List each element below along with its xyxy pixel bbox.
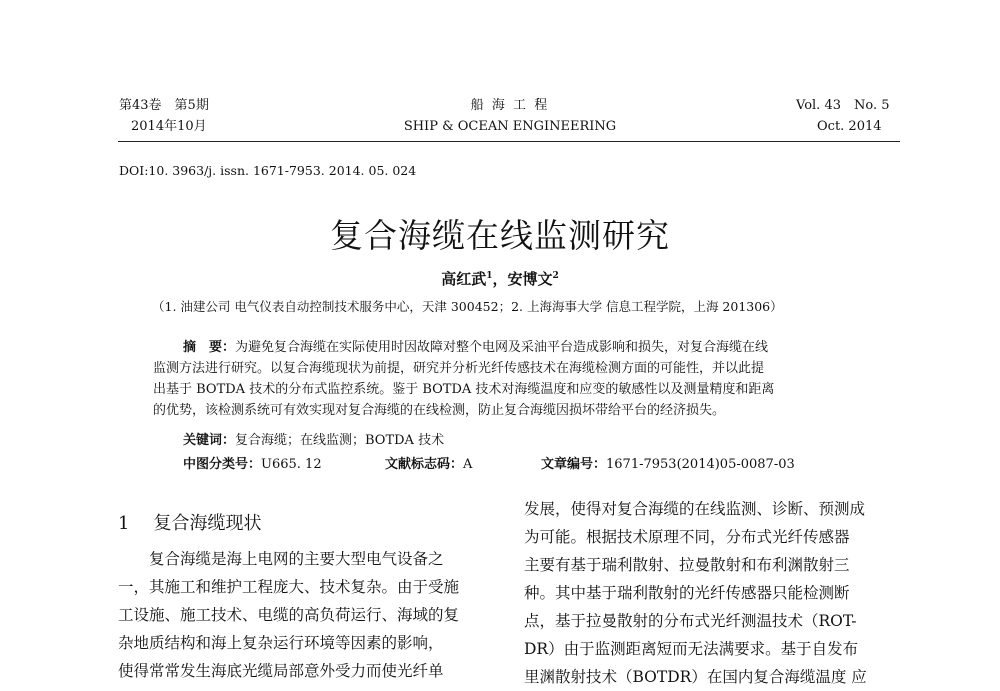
right-line: 点，基于拉曼散射的分布式光纤测温技术（ROT- (524, 612, 857, 630)
author-1-affil-mark: 1 (486, 271, 493, 281)
journal-name-cn: 船 海 工 程 (470, 98, 550, 113)
author-separator: ， (492, 270, 508, 288)
abstract-line-2: 监测方法进行研究。以复合海缆现状为前提，研究并分析光纤传感技术在海缆检测方面的可能性，并以此提 (153, 361, 765, 376)
article-number-value: 1671-7953(2014)05-0087-03 (606, 457, 795, 472)
section-1-title: 复合海缆现状 (153, 513, 262, 534)
clc-label: 中图分类号： (183, 457, 262, 472)
doc-code-value: A (463, 457, 473, 472)
left-line: 杂地质结构和海上复杂运行环境等因素的影响， (118, 634, 444, 652)
right-line: 主要有基于瑞利散射、拉曼散射和布利渊散射三 (524, 556, 850, 574)
left-line: 一，其施工和维护工程庞大、技术复杂。由于受施 (118, 578, 460, 596)
authors (350, 268, 650, 289)
abstract-line-4: 的优势，该检测系统可有效实现对复合海缆的在线检测，防止复合海缆因损坏带给平台的经济损失。 (153, 403, 726, 418)
article-number-label: 文章编号： (541, 457, 607, 472)
left-column-body (118, 545, 503, 685)
keywords-label: 关键词： (183, 433, 236, 448)
doc-code-label: 文献标志码： (385, 457, 464, 472)
header-date-en: Oct. 2014 (817, 119, 882, 134)
right-line: DR）由于监测距离短而无法满要求。基于自发布 (524, 640, 859, 658)
paper-title: 复合海缆在线监测研究 (330, 216, 670, 255)
header-vol-no-en: Vol. 43 No. 5 (796, 98, 890, 113)
abstract-label: 摘 要： (183, 340, 236, 355)
document-code (385, 454, 472, 475)
header-volume-issue: 第43卷 第5期 (119, 98, 209, 113)
affiliation: （1. 油建公司 电气仪表自动控制技术服务中心，天津 300452；2. 上海海事大学 信息工程学院，上海 201306） (152, 299, 783, 314)
section-1-heading (118, 509, 261, 535)
keywords-value: 复合海缆；在线监测；BOTDA 技术 (235, 433, 445, 448)
doi: DOI:10. 3963/j. issn. 1671-7953. 2014. 05. 024 (119, 163, 417, 178)
journal-name-en: SHIP & OCEAN ENGINEERING (403, 119, 617, 134)
keywords (183, 430, 444, 451)
clc-value: U665. 12 (261, 457, 322, 472)
header-date: 2014年10月 (131, 119, 207, 134)
section-1-number: 1 (118, 513, 130, 534)
author-2-affil-mark: 2 (552, 271, 559, 281)
clc-number (183, 454, 322, 475)
right-column-body (524, 495, 914, 691)
left-line: 复合海缆是海上电网的主要大型电气设备之 (118, 550, 444, 568)
author-2: 安博文 (507, 270, 553, 288)
right-line: 里渊散射技术（BOTDR）在国内复合海缆温度 应 (524, 668, 867, 686)
author-1: 高红武 (441, 270, 487, 288)
abstract-line-1: 为避免复合海缆在实际使用时因故障对整个电网及采油平台造成影响和损失，对复合海缆在线 (235, 340, 769, 355)
left-line: 使得常常发生海底光缆局部意外受力而使光纤单 (118, 662, 444, 680)
left-line: 工设施、施工技术、电缆的高负荷运行、海域的复 (118, 606, 460, 624)
abstract-line-3: 出基于 BOTDA 技术的分布式监控系统。鉴于 BOTDA 技术对海缆温度和应变的敏感性以及测量精度和距离 (153, 382, 775, 397)
right-line: 为可能。根据技术原理不同，分布式光纤传感器 (524, 528, 850, 546)
header-rule (118, 141, 900, 142)
article-number (541, 454, 795, 475)
right-line: 发展，使得对复合海缆的在线监测、诊断、预测成 (524, 500, 866, 518)
right-line: 种。其中基于瑞利散射的光纤传感器只能检测断 (524, 584, 850, 602)
abstract-block (153, 337, 873, 421)
